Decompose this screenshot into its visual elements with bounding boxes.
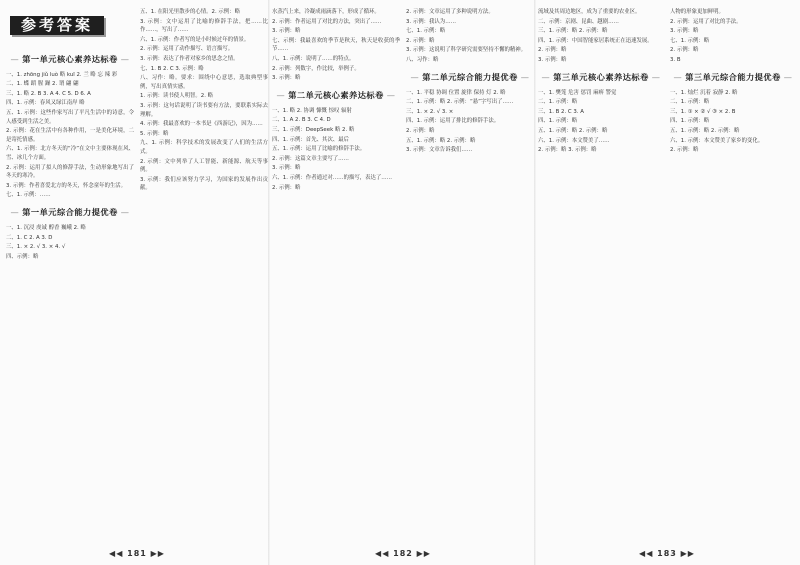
answer-block	[272, 8, 400, 83]
answer-line: 六、1. 示例：作者写的是小时候过年的情景。	[140, 36, 250, 43]
answer-line: 2. 示例：运用了动作描写、语言描写。	[140, 46, 234, 53]
answer-line: 五、1. 示例：略 2. 示例：略	[406, 137, 476, 144]
answer-line: 四、1. 示例：首先、其次、最后	[272, 136, 349, 143]
answer-line: 一、1. 平稳 协调 位置 旋律 保持 灯 2. 略	[406, 89, 506, 96]
answer-block	[406, 89, 534, 155]
page-number: ◀◀ 183 ▶▶	[639, 549, 695, 558]
page-number: ◀◀ 181 ▶▶	[109, 549, 165, 558]
page-181	[6, 8, 268, 560]
answer-key-banner: 参考答案	[10, 16, 104, 35]
answer-line: 二、1. C 2. A 3. D	[6, 234, 53, 241]
answer-line: 3. 示例：略	[272, 28, 301, 35]
answer-line: 五、1. 示例：略 2. 示例：略	[670, 127, 740, 134]
answer-line: 五、1. 示例：略 2. 示例：略	[538, 127, 608, 134]
answer-block	[538, 89, 664, 155]
answer-line: 2. 示例：略	[272, 184, 301, 191]
answer-line: 一、1. 略 2. 协调 慷慨 惊叹 辐射	[272, 107, 352, 114]
answer-line: 一、1. 樊笼 危害 惩罚 麻痹 警觉	[538, 89, 617, 96]
answer-line: 八、习作：略。要求：围绕中心意思，选取典型事例，写出真情实感。	[140, 75, 268, 90]
answer-line: 2. 示例：文章运用了多种说明方法。	[406, 9, 494, 15]
answer-line: 五、1. 示例：运用了比喻的修辞手法。	[272, 146, 366, 153]
answer-line: 九、1. 示例：科学技术的发展改变了人们的生活方式。	[140, 140, 268, 155]
answer-line: 四、1. 示例：运用了排比的修辞手法。	[406, 118, 500, 125]
page-183-column-1	[538, 8, 664, 536]
answer-line: 六、1. 示例：本文赞美了家乡的变化。	[670, 137, 764, 144]
answer-line: 二、1. A 2. B 3. C 4. D	[272, 117, 331, 124]
answer-line: 5. 示例：略	[140, 130, 169, 137]
answer-block	[670, 8, 796, 65]
answer-line: 3. 示例：略	[272, 75, 301, 82]
answer-line: 三、1. ① × ② √ ③ × 2. B	[670, 108, 736, 115]
answer-line: 3. 示例：这句话说明了读书要有方法，要联系实际去理解。	[140, 102, 268, 118]
answer-line: 七、示例：我最喜欢的季节是秋天，秋天是收获的季节……	[272, 37, 400, 53]
answer-line: 二、1. 示例：略	[538, 99, 578, 106]
answer-line: 三、1. 略 2. B 3. A 4. C 5. D 6. A	[6, 90, 91, 97]
answer-line: 三、1. × 2. √ 3. ×	[406, 108, 454, 115]
answer-line: 2. 示例：作者运用了对比的方法，突出了……	[272, 18, 382, 25]
answer-line: 2. 示例：花在生活中有各种作用，一是美化环境，二是寄托情感。	[6, 128, 134, 143]
answer-line: 3. 示例：文中运用了比喻的修辞手法，把……比作……，写出了……	[140, 18, 268, 34]
answer-line: 四、1. 示例：中国智能家居系统正在迅速发展。	[538, 37, 653, 44]
answer-line: 水蒸汽上来，冷凝成雨滴落下，形成了循环。	[272, 9, 380, 15]
page-182-column-1	[272, 8, 400, 536]
answer-line: 3. 示例：这说明了科学研究需要坚持不懈的精神。	[406, 47, 527, 54]
answer-line: 2. 示例：略	[538, 47, 567, 54]
section-heading: — 第一单元核心素养达标卷 —	[6, 54, 134, 65]
answer-block	[6, 224, 134, 261]
answer-block	[272, 107, 400, 192]
answer-line: 3. B	[670, 56, 681, 63]
answer-line: 2. 示例：略	[670, 147, 699, 154]
answer-line: 3. 示例：略	[670, 28, 699, 35]
answer-line: 四、1. 示例：略	[538, 118, 578, 125]
answer-line: 2. 示例：运用了对比的手法。	[670, 18, 742, 25]
answer-line: 1. 示例：读书使人明智。2. 略	[140, 93, 214, 100]
answer-line: 三、1. 示例：略 2. 示例：略	[538, 28, 608, 35]
answer-line: 二、1. 示例：略 2. 示例：“悬”字写出了……	[406, 99, 514, 106]
answer-line: 三、1. B 2. C 3. A	[538, 108, 584, 115]
answer-line: 五、1. 示例：这些作家写出了平凡生活中的诗意，令人感受到生活之美。	[6, 109, 134, 125]
section-heading: — 第二单元核心素养达标卷 —	[272, 90, 400, 101]
answer-line: 流域及其周边地区，成为了重要的农业区。	[538, 9, 641, 15]
answer-line: 3. 示例：作者喜爱北方的冬天，怀念童年的生活。	[6, 182, 127, 189]
answer-line: 2. 示例：略 3. 示例：略	[538, 147, 597, 154]
answer-block	[406, 8, 534, 65]
answer-line: 六、1. 示例：作者通过对……的描写，表达了……	[272, 174, 393, 181]
answer-line: 2. 示例：略	[406, 37, 435, 44]
answer-block	[538, 8, 664, 65]
answer-block	[6, 71, 134, 200]
answer-line: 六、1. 示例：北方冬天的“冷”在文中主要体现在风、雪、冰几个方面。	[6, 146, 134, 161]
answer-line: 六、1. 示例：本文赞美了……	[538, 137, 610, 144]
page-183-column-2	[670, 8, 796, 536]
answer-block	[670, 89, 796, 155]
page-181-column-1	[6, 8, 134, 536]
page-181-column-2	[140, 8, 268, 536]
section-heading: — 第三单元核心素养达标卷 —	[538, 72, 664, 83]
answer-line: 三、1. × 2. √ 3. × 4. √	[6, 244, 66, 251]
answer-line: 3. 示例：文章告诉我们……	[406, 147, 473, 154]
section-heading: — 第一单元综合能力提优卷 —	[6, 207, 134, 218]
answer-line: 2. 示例：列数字，作比较，举例子。	[272, 65, 360, 72]
answer-line: 四、1. 示例：春风又绿江南岸 略	[6, 100, 85, 107]
answer-line: 一、1. zhōng jiǔ luò 略 kuī 2. 兰 略 忘 辣 彩	[6, 71, 118, 78]
answer-line: 2. 示例：略	[406, 127, 435, 134]
answer-line: 2. 示例：文中列举了人工智能、新能源、航天等事例。	[140, 158, 268, 174]
answer-line: 五、1. 在阳光里散步的心情。2. 示例：略	[140, 9, 240, 15]
answer-line: 2. 示例：运用了拟人的修辞手法，生动形象地写出了冬天的寒冷。	[6, 164, 134, 180]
answer-line: 一、1. 沉浸 虔诚 醇香 巍峨 2. 略	[6, 224, 86, 231]
section-heading: — 第二单元综合能力提优卷 —	[406, 72, 534, 83]
answer-line: 二、示例：京剧、昆曲、越剧……	[538, 18, 619, 25]
answer-line: 4. 示例：我最喜欢的一本书是《西游记》，因为……	[140, 121, 263, 128]
answer-line: 四、1. 示例：略	[670, 118, 710, 125]
page-number: ◀◀ 182 ▶▶	[375, 549, 431, 558]
answer-line: 七、1. B 2. C 3. 示例：略	[140, 65, 204, 72]
answer-line: 3. 示例：我认为……	[406, 18, 456, 25]
answer-line: 七、1. 示例：略	[406, 28, 446, 35]
answer-line: 一、1. 灿烂 沉着 寂静 2. 略	[670, 89, 738, 96]
answer-block	[140, 8, 268, 193]
answer-line: 3. 示例：表达了作者对家乡的思念之情。	[140, 55, 239, 62]
answer-line: 三、1. 示例：DeepSeek 略 2. 略	[272, 126, 355, 133]
page-183	[538, 8, 796, 560]
answer-line: 八、1. 示例：说明了……的特点。	[272, 55, 355, 62]
page-182-column-2	[406, 8, 534, 536]
answer-line: 八、习作：略	[406, 56, 439, 63]
answer-line: 3. 示例：略	[538, 56, 567, 63]
answer-line: 四、示例：略	[6, 253, 39, 260]
answer-line: 二、1. 示例：略	[670, 99, 710, 106]
answer-line: 3. 示例：略	[272, 165, 301, 172]
answer-line: 2. 示例：略	[670, 47, 699, 54]
answer-line: 2. 示例：这篇文章主要写了……	[272, 155, 349, 162]
answer-line: 七、1. 示例：……	[6, 192, 51, 199]
answer-line: 二、1. 蝶 蹈 腥 躁 2. 谓 翩 翩	[6, 81, 79, 88]
answer-line: 七、1. 示例：略	[670, 37, 710, 44]
page-gutter	[534, 0, 536, 565]
answer-line: 人物的形象更加鲜明。	[670, 9, 724, 15]
page-182	[272, 8, 534, 560]
page-gutter	[268, 0, 270, 565]
answer-line: 3. 示例：我们应该努力学习，为国家的发展作出贡献。	[140, 176, 268, 192]
section-heading: — 第三单元综合能力提优卷 —	[670, 72, 796, 83]
